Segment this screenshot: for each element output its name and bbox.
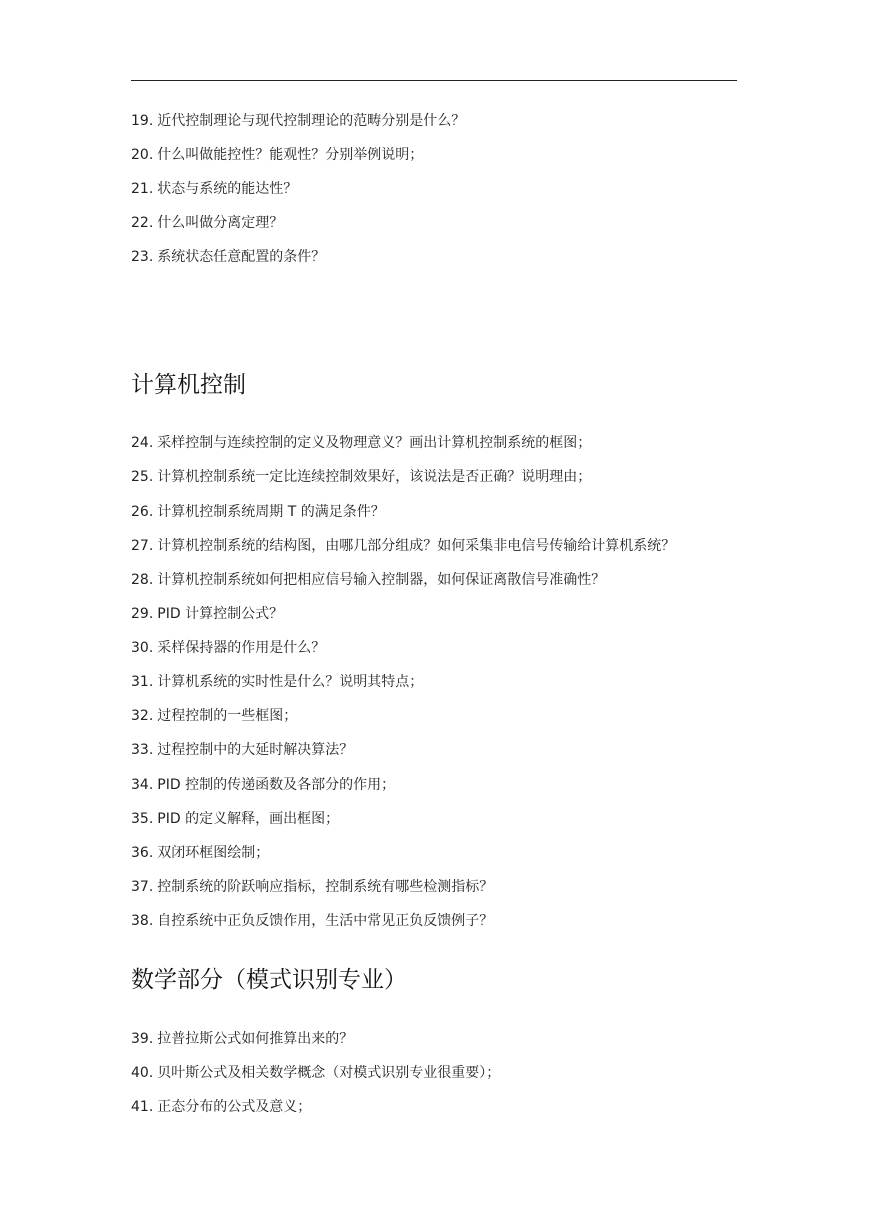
list-item	[131, 604, 283, 624]
list-item	[131, 433, 591, 453]
item-text: 过程控制的一些框图；	[157, 708, 298, 724]
list-item	[131, 247, 325, 267]
item-text: 过程控制中的大延时解决算法？	[157, 742, 354, 758]
item-number: 23.	[131, 249, 154, 265]
item-number: 28.	[131, 572, 154, 588]
item-number: 21.	[131, 181, 154, 197]
item-number: 30.	[131, 640, 154, 656]
list-item	[131, 179, 297, 199]
item-number: 38.	[131, 913, 154, 929]
item-text: 什么叫做能控性？能观性？分别举例说明；	[157, 147, 424, 163]
item-number: 39.	[131, 1031, 154, 1047]
list-item	[131, 1063, 500, 1083]
item-text: 正态分布的公式及意义；	[157, 1099, 312, 1115]
item-number: 26.	[131, 504, 154, 520]
list-item	[131, 502, 385, 522]
list-item	[131, 1029, 353, 1049]
list-item	[131, 111, 465, 131]
item-text: 计算机系统的实时性是什么？说明其特点；	[157, 674, 424, 690]
item-text: 贝叶斯公式及相关数学概念（对模式识别专业很重要）；	[157, 1065, 501, 1081]
item-text: 计算机控制系统的结构图，由哪几部分组成？如何采集非电信号传输给计算机系统？	[157, 538, 676, 554]
item-number: 40.	[131, 1065, 154, 1081]
list-item	[131, 570, 605, 590]
item-text: 拉普拉斯公式如何推算出来的？	[157, 1031, 354, 1047]
list-item	[131, 145, 423, 165]
section-heading-math: 数学部分（模式识别专业）	[131, 967, 407, 993]
item-number: 36.	[131, 845, 154, 861]
item-number: 37.	[131, 879, 154, 895]
item-text: 计算机控制系统如何把相应信号输入控制器，如何保证离散信号准确性？	[157, 572, 606, 588]
item-number: 31.	[131, 674, 154, 690]
item-number: 20.	[131, 147, 154, 163]
list-item	[131, 536, 675, 556]
item-number: 24.	[131, 435, 154, 451]
item-text: 计算机控制系统一定比连续控制效果好，该说法是否正确？说明理由；	[157, 469, 592, 485]
item-text: 采样保持器的作用是什么？	[157, 640, 326, 656]
list-item	[131, 740, 353, 760]
item-text: 什么叫做分离定理？	[157, 215, 284, 231]
item-text: 双闭环框图绘制；	[157, 845, 270, 861]
item-text: PID 计算控制公式？	[157, 606, 284, 622]
item-number: 22.	[131, 215, 154, 231]
item-text: PID 的定义解释，画出框图；	[157, 811, 340, 827]
item-number: 33.	[131, 742, 154, 758]
list-item	[131, 809, 339, 829]
list-item	[131, 1097, 311, 1117]
header-rule	[131, 80, 737, 81]
item-number: 41.	[131, 1099, 154, 1115]
item-text: 控制系统的阶跃响应指标，控制系统有哪些检测指标？	[157, 879, 494, 895]
list-item	[131, 775, 395, 795]
list-item	[131, 911, 493, 931]
item-text: 自控系统中正负反馈作用，生活中常见正负反馈例子？	[157, 913, 494, 929]
section-heading-computer-control: 计算机控制	[131, 372, 246, 398]
item-number: 19.	[131, 113, 154, 129]
item-number: 27.	[131, 538, 154, 554]
item-text: 状态与系统的能达性？	[157, 181, 298, 197]
list-item	[131, 672, 423, 692]
item-text: 计算机控制系统周期 T 的满足条件？	[157, 504, 385, 520]
item-text: 系统状态任意配置的条件？	[157, 249, 326, 265]
item-text: PID 控制的传递函数及各部分的作用；	[157, 777, 396, 793]
item-text: 采样控制与连续控制的定义及物理意义？画出计算机控制系统的框图；	[157, 435, 592, 451]
item-number: 25.	[131, 469, 154, 485]
list-item	[131, 213, 283, 233]
item-number: 34.	[131, 777, 154, 793]
item-number: 32.	[131, 708, 154, 724]
item-number: 29.	[131, 606, 154, 622]
list-item	[131, 843, 269, 863]
list-item	[131, 706, 297, 726]
item-text: 近代控制理论与现代控制理论的范畴分别是什么？	[157, 113, 466, 129]
list-item	[131, 638, 325, 658]
item-number: 35.	[131, 811, 154, 827]
list-item	[131, 877, 493, 897]
list-item	[131, 467, 591, 487]
